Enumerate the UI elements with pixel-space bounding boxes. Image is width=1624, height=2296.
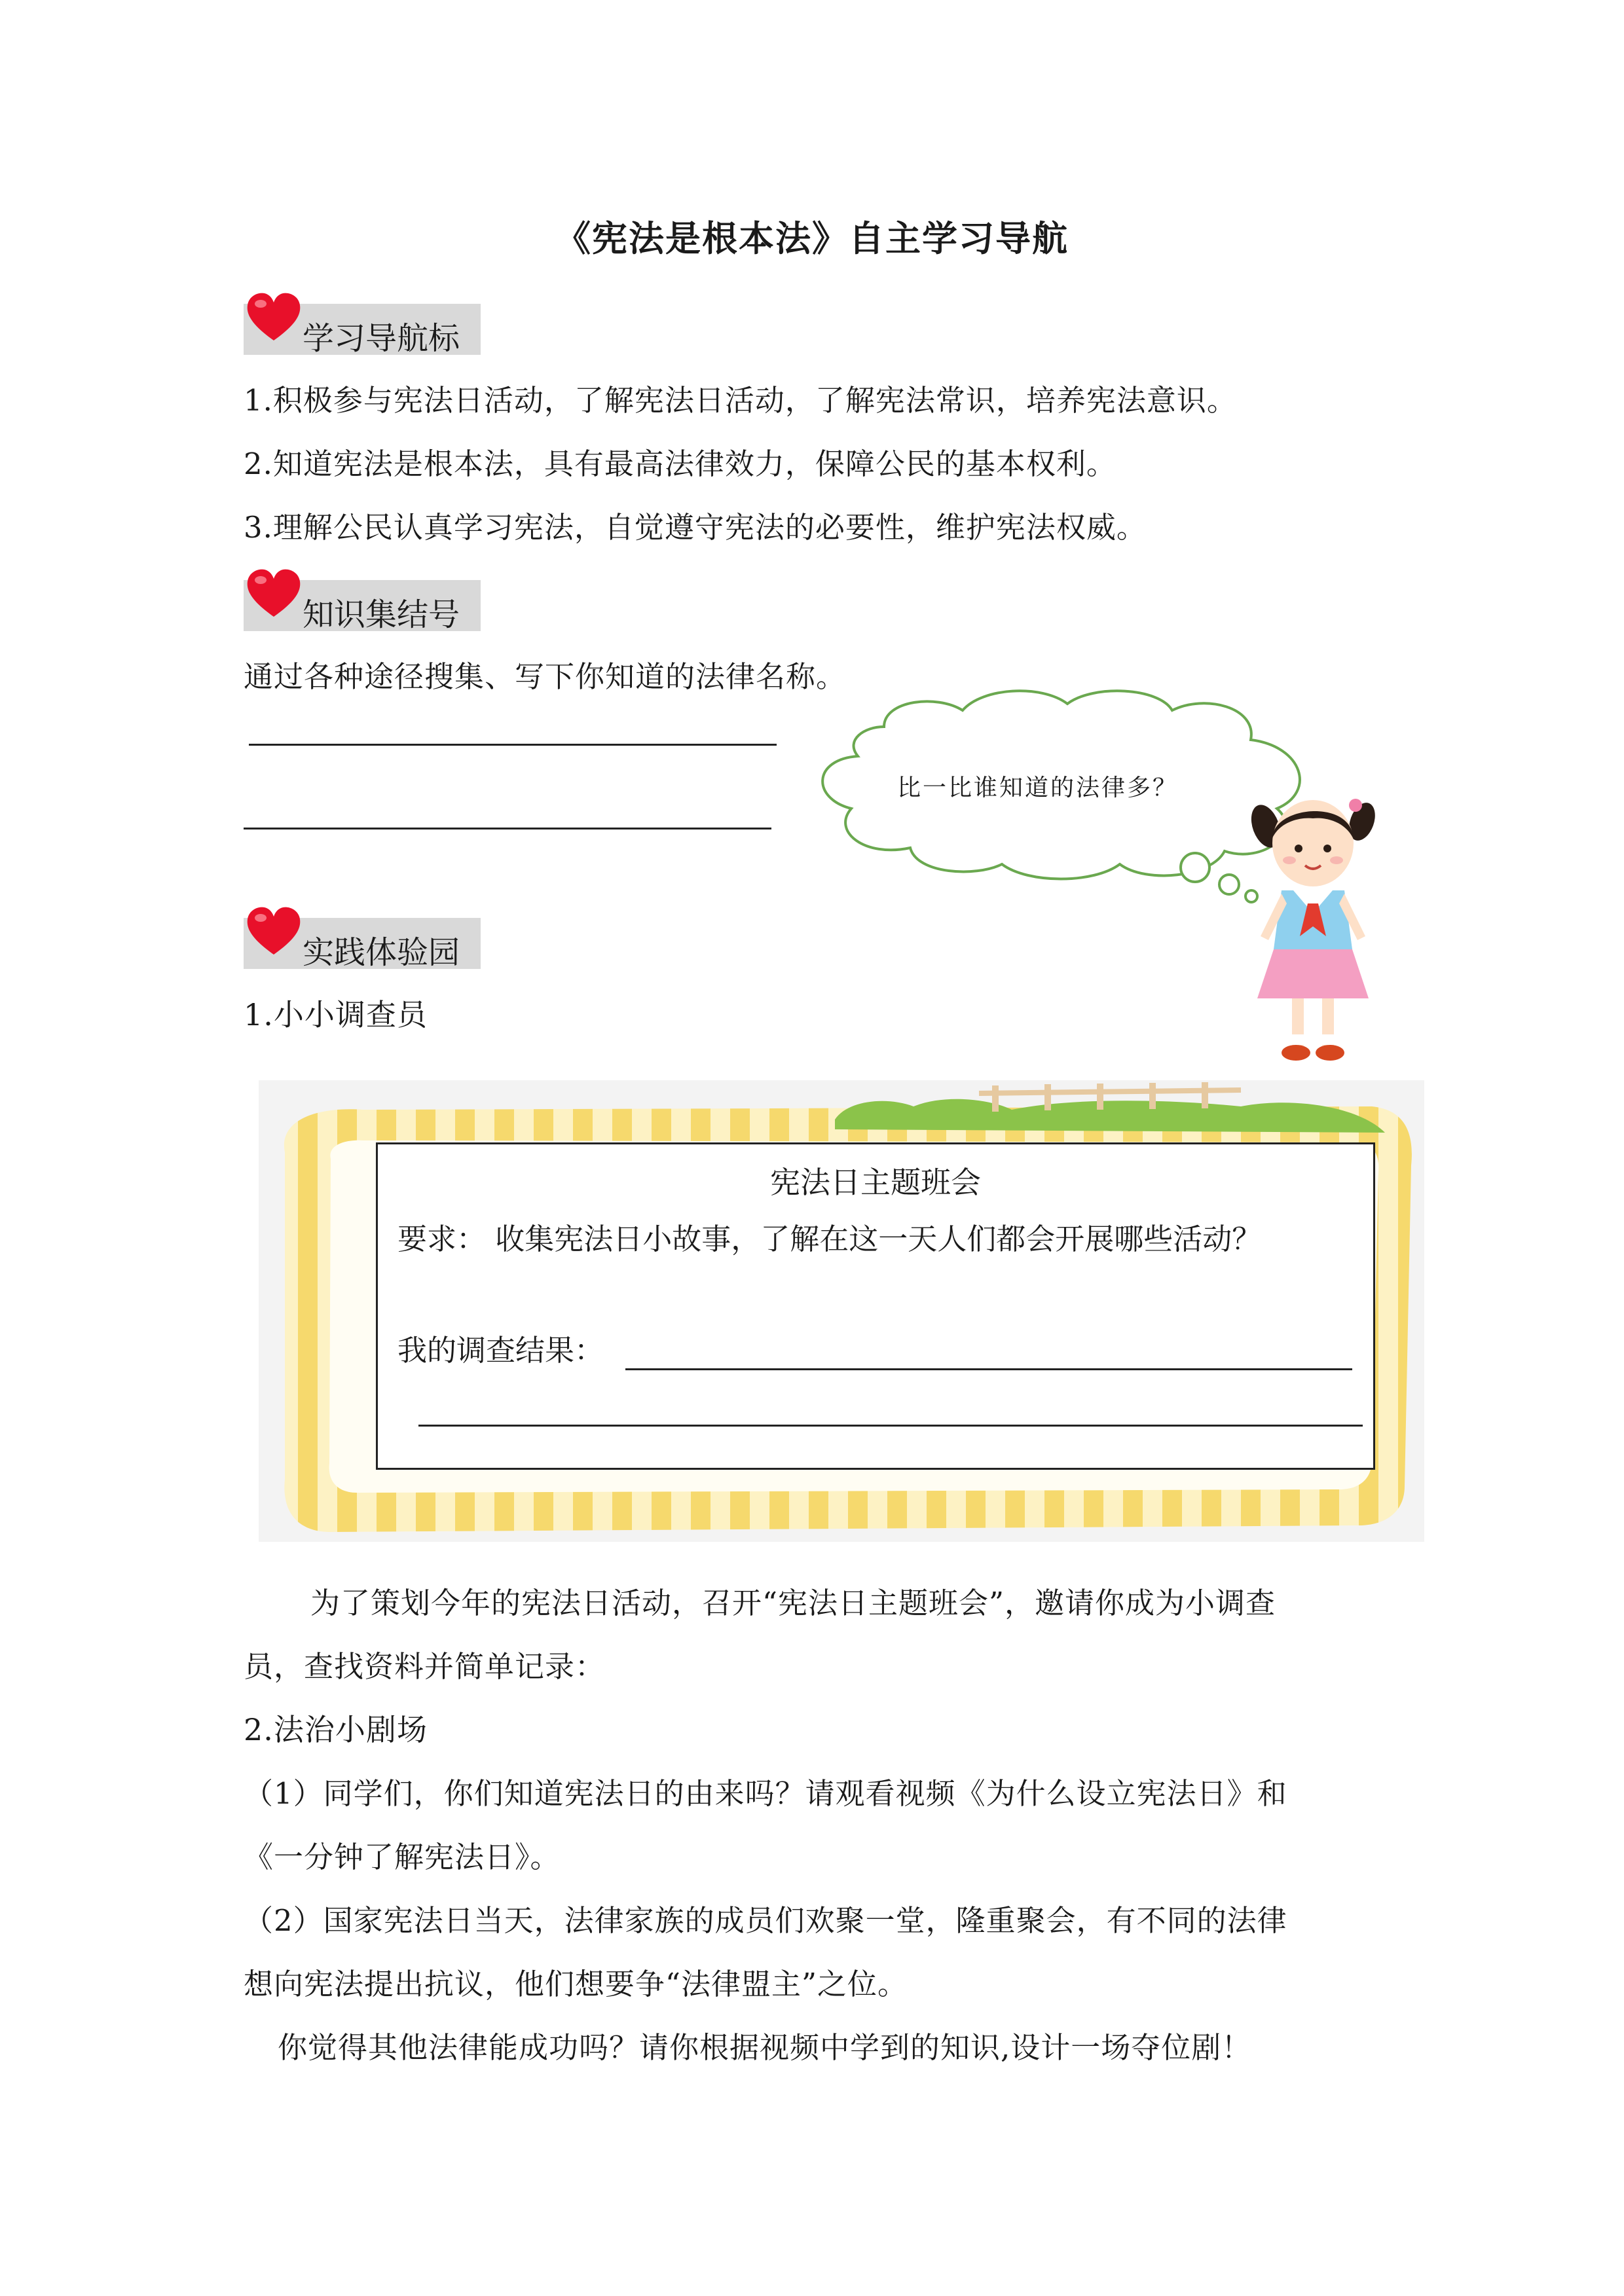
survey-answer-line-1[interactable] xyxy=(625,1368,1352,1370)
closing-prompt: 你觉得其他法律能成功吗？请你根据视频中学到的知识,设计一场夺位剧！ xyxy=(278,2030,1252,2065)
sub-heading-theater: 2.法治小剧场 xyxy=(244,1712,428,1747)
knowledge-prompt: 通过各种途径搜集、写下你知道的法律名称。 xyxy=(244,659,847,694)
answer-line-1[interactable] xyxy=(249,744,777,746)
sub-heading-survey: 1.小小调查员 xyxy=(244,997,428,1032)
answer-line-2[interactable] xyxy=(244,828,771,829)
heart-icon xyxy=(245,291,303,343)
question-1-line-1: （1）同学们，你们知道宪法日的由来吗？请观看视频《为什么设立宪法日》和 xyxy=(244,1776,1287,1811)
heart-icon xyxy=(245,905,303,957)
goal-item-3: 3.理解公民认真学习宪法，自觉遵守宪法的必要性，维护宪法权威。 xyxy=(244,510,1147,545)
page-title: 《宪法是根本法》自主学习导航 xyxy=(555,218,1069,259)
girl-illustration xyxy=(1247,792,1385,1067)
paragraph-invite-line-1: 为了策划今年的宪法日活动，召开“宪法日主题班会”，邀请你成为小调查 xyxy=(310,1586,1276,1620)
goal-item-2: 2.知道宪法是根本法，具有最高法律效力，保障公民的基本权利。 xyxy=(244,446,1116,481)
section-tag-goals xyxy=(244,291,481,357)
question-1-line-2: 《一分钟了解宪法日》。 xyxy=(244,1840,561,1874)
survey-answer-line-2[interactable] xyxy=(418,1425,1363,1427)
question-2-line-2: 想向宪法提出抗议，他们想要争“法律盟主”之位。 xyxy=(244,1967,908,2001)
section-label-practice: 实践体验园 xyxy=(303,934,460,971)
survey-result-label: 我的调查结果： xyxy=(397,1333,604,1368)
goal-item-1: 1.积极参与宪法日活动，了解宪法日活动，了解宪法常识，培养宪法意识。 xyxy=(244,383,1237,418)
section-label-knowledge: 知识集结号 xyxy=(303,596,460,633)
survey-box-title: 宪法日主题班会 xyxy=(770,1165,981,1200)
question-2-line-1: （2）国家宪法日当天，法律家族的成员们欢聚一堂，隆重聚会，有不同的法律 xyxy=(244,1903,1287,1938)
section-tag-practice xyxy=(244,905,481,971)
paragraph-invite-line-2: 员，查找资料并简单记录： xyxy=(244,1649,606,1684)
section-label-goals: 学习导航标 xyxy=(303,320,460,357)
survey-box xyxy=(376,1142,1375,1470)
survey-requirement: 要求： 收集宪法日小故事，了解在这一天人们都会开展哪些活动？ xyxy=(397,1222,1262,1256)
thought-bubble-text: 比一比谁知道的法律多？ xyxy=(897,774,1179,801)
section-tag-knowledge xyxy=(244,567,481,633)
heart-icon xyxy=(245,567,303,619)
